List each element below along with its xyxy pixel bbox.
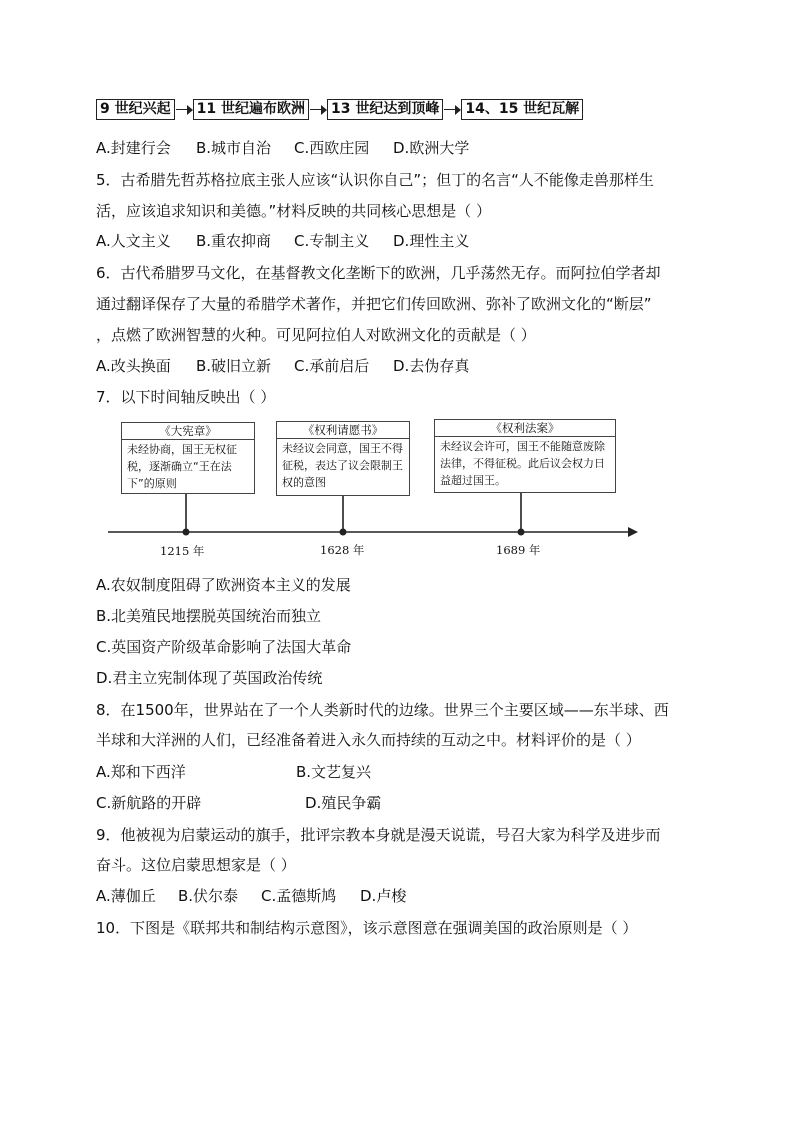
card-title: 《大宪章》	[122, 423, 254, 440]
option-c: C.孟德斯鸠	[261, 887, 337, 905]
flow-step: 11 世纪遍布欧洲	[193, 99, 309, 120]
option-b: B.城市自治	[196, 139, 272, 157]
option-b: B.破旧立新	[196, 357, 272, 375]
option-a: A.薄伽丘	[96, 887, 156, 905]
question-text: 半球和大洋洲的人们，已经准备着进入永久而持续的互动之中。材料评价的是（ ）	[96, 731, 641, 749]
card-text: 未经议会许可，国王不能随意废除法律，不得征税。此后议会权力日益超过国王。	[440, 440, 605, 487]
option-a: A.改头换面	[96, 357, 171, 375]
option-a: A.农奴制度阻碍了欧洲资本主义的发展	[96, 576, 351, 594]
question-text: 奋斗。这位启蒙思想家是（ ）	[96, 856, 296, 874]
question-text: 7．以下时间轴反映出（ ）	[96, 388, 276, 406]
question-text: 通过翻译保存了大量的希腊学术著作，并把它们传回欧洲、弥补了欧洲文化的“断层”	[96, 295, 652, 313]
flow-step: 13 世纪达到顶峰	[327, 99, 443, 120]
card-text: 未经协商，国王无权征税，逐渐确立“王在法下”的原则	[127, 443, 237, 490]
option-c: C.新航路的开辟	[96, 794, 202, 812]
option-a: A.人文主义	[96, 232, 171, 250]
option-b: B.文艺复兴	[296, 763, 372, 781]
card-title: 《权利请愿书》	[277, 422, 409, 439]
question-text: 活，应该追求知识和美德。”材料反映的共同核心思想是（ ）	[96, 202, 492, 220]
timeline-card-petition-of-right	[276, 421, 410, 496]
card-text: 未经议会同意，国王不得征税，表达了议会限制王权的意图	[282, 442, 403, 489]
option-d: D.欧洲大学	[393, 139, 470, 157]
timeline-card-bill-of-rights	[434, 419, 616, 493]
question-text: 9．他被视为启蒙运动的旗手，批评宗教本身就是漫天说谎，号召大家为科学及进步而	[96, 826, 661, 844]
option-d: D.君主立宪制体现了英国政治传统	[96, 669, 323, 687]
era-flow-chart	[96, 97, 583, 121]
card-title: 《权利法案》	[435, 420, 615, 437]
timeline-year: 1628 年	[320, 543, 365, 557]
option-c: C.专制主义	[294, 232, 370, 250]
arrow-right-icon	[175, 100, 193, 119]
option-a: A.郑和下西洋	[96, 763, 186, 781]
option-a: A.封建行会	[96, 139, 171, 157]
option-d: D.殖民争霸	[305, 794, 382, 812]
question-text: 6．古代希腊罗马文化，在基督教文化垄断下的欧洲，几乎荡然无存。而阿拉伯学者却	[96, 264, 661, 282]
option-d: D.理性主义	[393, 232, 470, 250]
option-c: C.西欧庄园	[294, 139, 370, 157]
flow-step: 9 世纪兴起	[96, 99, 175, 120]
question-text: 10．下图是《联邦共和制结构示意图》，该示意图意在强调美国的政治原则是（ ）	[96, 919, 638, 937]
timeline-year: 1215 年	[160, 544, 205, 558]
option-c: C.英国资产阶级革命影响了法国大革命	[96, 638, 352, 656]
option-c: C.承前启后	[294, 357, 370, 375]
question-text: 8．在1500年，世界站在了一个人类新时代的边缘。世界三个主要区域——东半球、西	[96, 701, 669, 719]
option-b: B.重农抑商	[196, 232, 272, 250]
option-d: D.卢梭	[360, 887, 407, 905]
option-b: B.北美殖民地摆脱英国统治而独立	[96, 607, 322, 625]
timeline-year: 1689 年	[496, 543, 541, 557]
arrow-right-icon	[309, 100, 327, 119]
option-b: B.伏尔泰	[178, 887, 239, 905]
question-text: 5．古希腊先哲苏格拉底主张人应该“认识你自己”；但丁的名言“人不能像走兽那样生	[96, 171, 654, 189]
timeline-card-magna-carta	[121, 422, 255, 494]
question-text: ，点燃了欧洲智慧的火种。可见阿拉伯人对欧洲文化的贡献是（ ）	[96, 326, 536, 344]
arrow-right-icon	[443, 100, 461, 119]
option-d: D.去伪存真	[393, 357, 470, 375]
flow-step: 14、15 世纪瓦解	[461, 99, 583, 120]
